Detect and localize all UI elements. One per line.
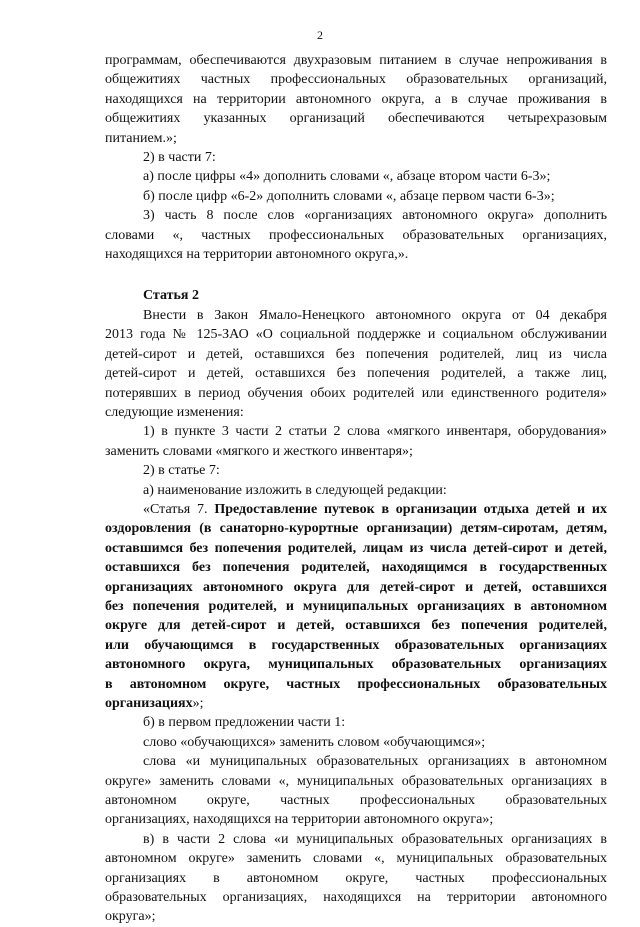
article2-item2v (105, 830, 607, 927)
list-item-3 (105, 206, 607, 264)
text-line: в) в части 2 слова «и муниципальных образовательных организациях в (143, 831, 607, 847)
list-item-part7: 2) в части 7: (143, 150, 216, 166)
text-line: программам, обеспечиваются двухразовым питанием в случае непроживания в (105, 53, 607, 68)
text-line: округа»; (105, 909, 156, 925)
statute-bold-text: в автономном округе, частных профессиональных образовательных (105, 676, 607, 692)
text-line: автономном округе, частных профессиональных образовательных (105, 793, 607, 809)
statute-bold-text: оставшихся без попечения родителей, находящимся в государственных (105, 560, 607, 576)
statute-bold-text: оздоровления (в санаторно-курортные организации) детям-сиротам, детям, (105, 521, 607, 537)
text-line: детей-сирот и детей, оставшихся без попечения родителей, лиц из числа (105, 346, 607, 362)
statute-bold-text: округе для детей-сирот и детей, оставшихся без попечения родителей, (105, 618, 607, 634)
text-line: организациях в автономном округе, частных профессиональных (105, 870, 607, 886)
article2-item2: 2) в статье 7: (143, 463, 220, 479)
page-number: 2 (317, 28, 323, 42)
text-line: общежитиях частных профессиональных образовательных организаций, (105, 72, 607, 88)
statute-bold-text: автономного округа, муниципальных образовательных организациях (105, 657, 607, 673)
text-line: 1) в пункте 3 части 2 статьи 2 слова «мягкого инвентаря, оборудования» (143, 424, 607, 440)
list-item-b: б) после цифр «6-2» дополнить словами «, абзаце первом части 6-3»; (143, 188, 555, 204)
statute-bold-text: или обучающимся в государственных образовательных организациях (105, 637, 607, 653)
text-line: округе» заменить словами «, муниципальных образовательных организациях в (105, 773, 607, 789)
statute-bold-text: без попечения родителей, и муниципальных организациях в автономном (105, 598, 607, 614)
replace-word-paragraph: слово «обучающихся» заменить словом «обучающимся»; (143, 734, 486, 750)
document-body (105, 51, 607, 927)
replace-words-paragraph (105, 752, 607, 830)
text-line: детей-сирот и детей, оставшихся без попечения родителей, а также лиц, (105, 366, 607, 382)
text-line: потерявших в период обучения обоих родителей или единственного родителя» (105, 385, 607, 401)
text-line: 3) часть 8 после слов «организациях автономного округа» дополнить (143, 208, 607, 224)
text-line: слова «и муниципальных образовательных организациях в автономном (143, 754, 607, 770)
statute-suffix: »; (192, 696, 204, 711)
text-line: находящихся на территории автономного округа,». (105, 247, 409, 263)
article2-item2b: б) в первом предложении части 1: (143, 715, 346, 731)
statute-bold-text: организациях автономного округа для детей-сирот и детей, оставшихся (105, 579, 607, 595)
text-line: организациях, находящихся на территории автономного округа»; (105, 812, 494, 828)
text-line: следующие изменения: (105, 404, 244, 420)
statute-bold-text: оставшимся без попечения родителей, лицам из числа детей-сирот и детей, (105, 540, 607, 556)
text-line: автономном округе» заменить словами «, муниципальных образовательных (105, 851, 607, 867)
article2-item1 (105, 422, 607, 461)
statute-title (105, 500, 607, 713)
text-line: общежитиях указанных организаций обеспечиваются четырехразовым (105, 111, 607, 127)
text-line: образовательных организациях, находящихся на территории автономного (105, 890, 607, 906)
text-line: заменить словами «мягкого и жесткого инвентаря»; (105, 443, 413, 459)
text-line: словами «, частных профессиональных образовательных организациях, (105, 227, 607, 243)
paragraph-continuation (105, 51, 607, 148)
text-line: питанием.»; (105, 130, 177, 146)
text-line: Внести в Закон Ямало-Ненецкого автономного округа от 04 декабря (143, 307, 607, 323)
text-line: находящихся на территории автономного округа, а в случае проживания в (105, 91, 607, 107)
article-intro (105, 306, 607, 422)
statute-bold-text: организациях (105, 696, 193, 711)
list-item-a: а) после цифры «4» дополнить словами «, абзаце втором части 6-3»; (143, 169, 551, 185)
statute-bold-text: Предоставление путевок в организации отдыха детей и их (214, 501, 607, 517)
article-heading: Статья 2 (143, 288, 199, 304)
text-line (105, 500, 607, 519)
article2-item2a: а) наименование изложить в следующей редакции: (143, 482, 447, 498)
text-line: 2013 года № 125-ЗАО «О социальной поддержке и социальном обслуживании (105, 327, 607, 343)
text-line (105, 694, 607, 713)
statute-prefix: «Статья 7. (143, 501, 215, 517)
